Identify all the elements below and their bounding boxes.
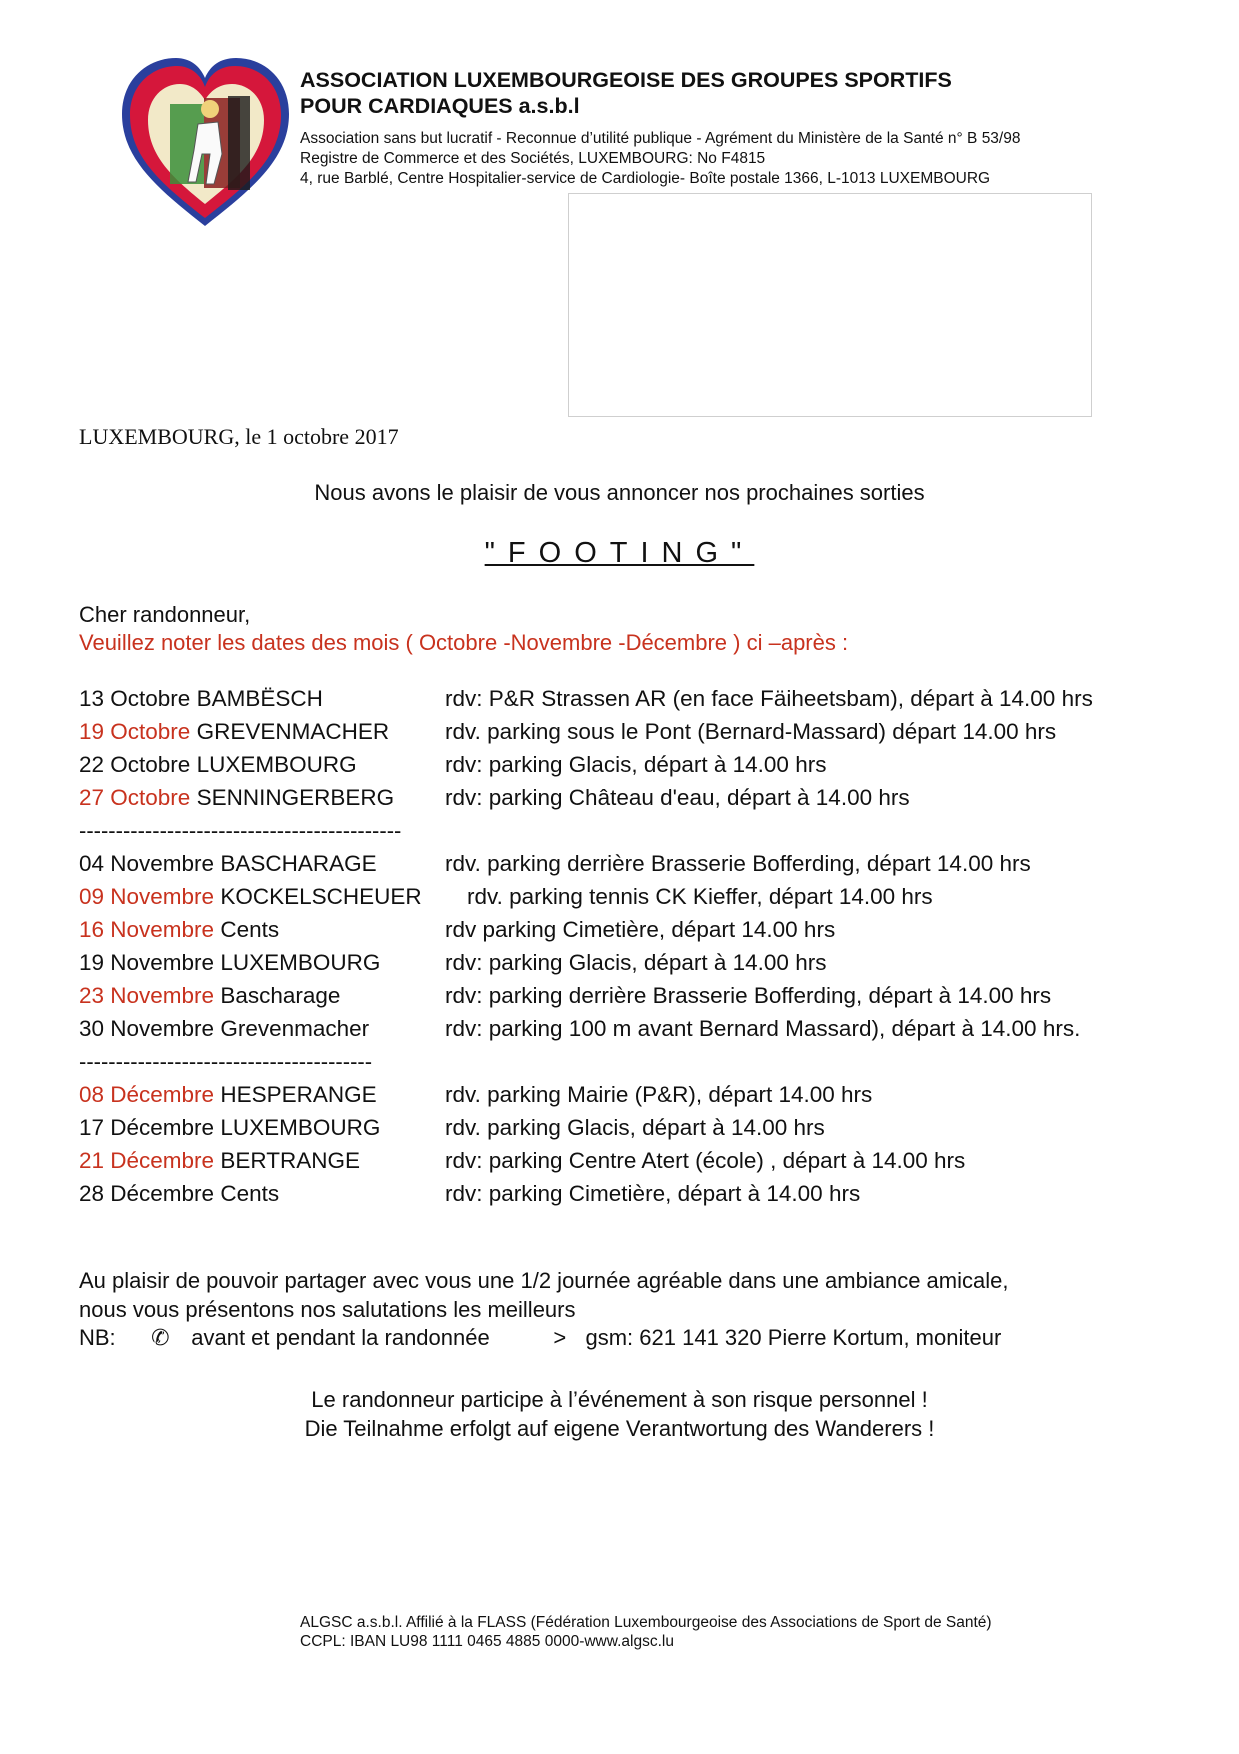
- disclaimer: [0, 1385, 1239, 1443]
- schedule-row: [79, 983, 1052, 1016]
- schedule-place: BERTRANGE: [220, 1148, 360, 1173]
- schedule-meeting-point: rdv: P&R Strassen AR (en face Fäiheetsbam), départ à 14.00 hrs: [445, 686, 1093, 711]
- footer: [300, 1613, 992, 1651]
- schedule-meeting-point: rdv. parking tennis CK Kieffer, départ 14.00 hrs: [467, 884, 933, 909]
- schedule-meeting-point: rdv: parking Glacis, départ à 14.00 hrs: [445, 752, 827, 777]
- schedule-date: 28 Décembre: [79, 1181, 215, 1206]
- schedule-meeting-point: rdv: parking 100 m avant Bernard Massard), départ à 14.00 hrs.: [445, 1016, 1081, 1041]
- schedule-place: Bascharage: [220, 983, 341, 1008]
- organization-info-line: Association sans but lucratif - Reconnue d’utilité publique - Agrément du Ministère de la Santé n° B 53/98: [300, 130, 1021, 147]
- schedule-date: 30 Novembre: [79, 1016, 215, 1041]
- schedule-meeting-point: rdv: parking Centre Atert (école) , départ à 14.00 hrs: [445, 1148, 966, 1173]
- schedule-date: 08 Décembre: [79, 1082, 215, 1107]
- date-line: LUXEMBOURG, le 1 octobre 2017: [79, 424, 399, 449]
- schedule-row: [79, 884, 933, 917]
- schedule-date: 19 Octobre: [79, 719, 191, 744]
- schedule-place: HESPERANGE: [220, 1082, 377, 1107]
- schedule-place: Cents: [220, 1181, 280, 1206]
- schedule-date: 22 Octobre: [79, 752, 191, 777]
- schedule-date: 19 Novembre: [79, 950, 215, 975]
- greeting: Cher randonneur,: [79, 602, 251, 627]
- schedule-row: [79, 785, 910, 818]
- schedule-row: [79, 1082, 873, 1115]
- schedule-meeting-point: rdv. parking Glacis, départ à 14.00 hrs: [445, 1115, 825, 1140]
- document-title: "FOOTING": [484, 537, 755, 569]
- schedule-date: 27 Octobre: [79, 785, 191, 810]
- schedule-row: [79, 686, 1093, 719]
- schedule-meeting-point: rdv. parking derrière Brasserie Bofferding, départ 14.00 hrs: [445, 851, 1031, 876]
- schedule-date: 04 Novembre: [79, 851, 215, 876]
- address-window-box: [568, 193, 1092, 417]
- schedule-meeting-point: rdv: parking derrière Brasserie Bofferding, départ à 14.00 hrs: [445, 983, 1052, 1008]
- footer-bank-info: CCPL: IBAN LU98 1111 0465 4885 0000-www.algsc.lu: [300, 1633, 674, 1650]
- schedule-place: SENNINGERBERG: [196, 785, 395, 810]
- schedule-place: LUXEMBOURG: [220, 1115, 381, 1140]
- schedule-date: 21 Décembre: [79, 1148, 215, 1173]
- schedule-place: BAMBËSCH: [196, 686, 323, 711]
- nb-label: NB:: [79, 1325, 116, 1350]
- closing-line: nous vous présentons nos salutations les meilleurs: [79, 1297, 576, 1322]
- month-separator: --------------------------------------------: [79, 818, 402, 843]
- schedule-row: [79, 851, 1031, 884]
- schedule-row: [79, 1181, 861, 1214]
- schedule-row: [79, 719, 1057, 752]
- schedule-place: Grevenmacher: [220, 1016, 370, 1041]
- schedule-list: [79, 686, 1093, 1214]
- association-heart-logo: [118, 54, 293, 234]
- organization-info-line: Registre de Commerce et des Sociétés, LUXEMBOURG: No F4815: [300, 150, 766, 167]
- schedule-meeting-point: rdv. parking Mairie (P&R), départ 14.00 hrs: [445, 1082, 873, 1107]
- schedule-row: [79, 1115, 825, 1148]
- schedule-date: 23 Novembre: [79, 983, 215, 1008]
- schedule-row: [79, 1148, 966, 1181]
- organization-name-line2: POUR CARDIAQUES a.s.b.l: [300, 94, 580, 118]
- closing-line: Au plaisir de pouvoir partager avec vous une 1/2 journée agréable dans une ambiance amicale,: [79, 1268, 1009, 1293]
- schedule-place: Cents: [220, 917, 280, 942]
- schedule-meeting-point: rdv. parking sous le Pont (Bernard-Massard) départ 14.00 hrs: [445, 719, 1057, 744]
- dates-notice: Veuillez noter les dates des mois ( Octobre -Novembre -Décembre ) ci –après :: [79, 630, 849, 655]
- footer-affiliation: ALGSC a.s.b.l. Affilié à la FLASS (Fédération Luxembourgeoise des Associations de Sport de Santé): [300, 1614, 992, 1631]
- schedule-meeting-point: rdv: parking Glacis, départ à 14.00 hrs: [445, 950, 827, 975]
- schedule-place: GREVENMACHER: [196, 719, 390, 744]
- month-separator: ----------------------------------------: [79, 1049, 373, 1074]
- organization-name-line1: ASSOCIATION LUXEMBOURGEOISE DES GROUPES SPORTIFS: [300, 68, 952, 92]
- schedule-row: [79, 950, 827, 983]
- schedule-place: KOCKELSCHEUER: [220, 884, 422, 909]
- schedule-date: 13 Octobre: [79, 686, 191, 711]
- schedule-date: 09 Novembre: [79, 884, 215, 909]
- disclaimer-fr: Le randonneur participe à l’événement à son risque personnel !: [311, 1387, 928, 1412]
- schedule-place: LUXEMBOURG: [220, 950, 381, 975]
- organization-address: 4, rue Barblé, Centre Hospitalier-service de Cardiologie- Boîte postale 1366, L-1013 LUXEMBOURG: [300, 170, 991, 187]
- schedule-row: [79, 752, 827, 785]
- schedule-date: 16 Novembre: [79, 917, 215, 942]
- organization-name: [300, 67, 952, 119]
- schedule-meeting-point: rdv: parking Château d'eau, départ à 14.00 hrs: [445, 785, 910, 810]
- schedule-meeting-point: rdv parking Cimetière, départ 14.00 hrs: [445, 917, 836, 942]
- schedule-date: 17 Décembre: [79, 1115, 215, 1140]
- schedule-meeting-point: rdv: parking Cimetière, départ à 14.00 hrs: [445, 1181, 861, 1206]
- disclaimer-de: Die Teilnahme erfolgt auf eigene Verantwortung des Wanderers !: [304, 1416, 935, 1441]
- nb-text: avant et pendant la randonnée: [191, 1325, 490, 1350]
- schedule-place: BASCHARAGE: [220, 851, 377, 876]
- arrow-icon: >: [553, 1325, 567, 1350]
- schedule-row: [79, 917, 836, 950]
- intro-text: Nous avons le plaisir de vous annoncer nos prochaines sorties: [314, 480, 925, 505]
- nb-contact: gsm: 621 141 320 Pierre Kortum, moniteur: [585, 1325, 1002, 1350]
- nb-contact-line: [79, 1325, 1001, 1351]
- closing-text: [79, 1266, 1008, 1324]
- phone-icon: ✆: [151, 1325, 170, 1350]
- schedule-row: [79, 1016, 1081, 1049]
- schedule-place: LUXEMBOURG: [196, 752, 357, 777]
